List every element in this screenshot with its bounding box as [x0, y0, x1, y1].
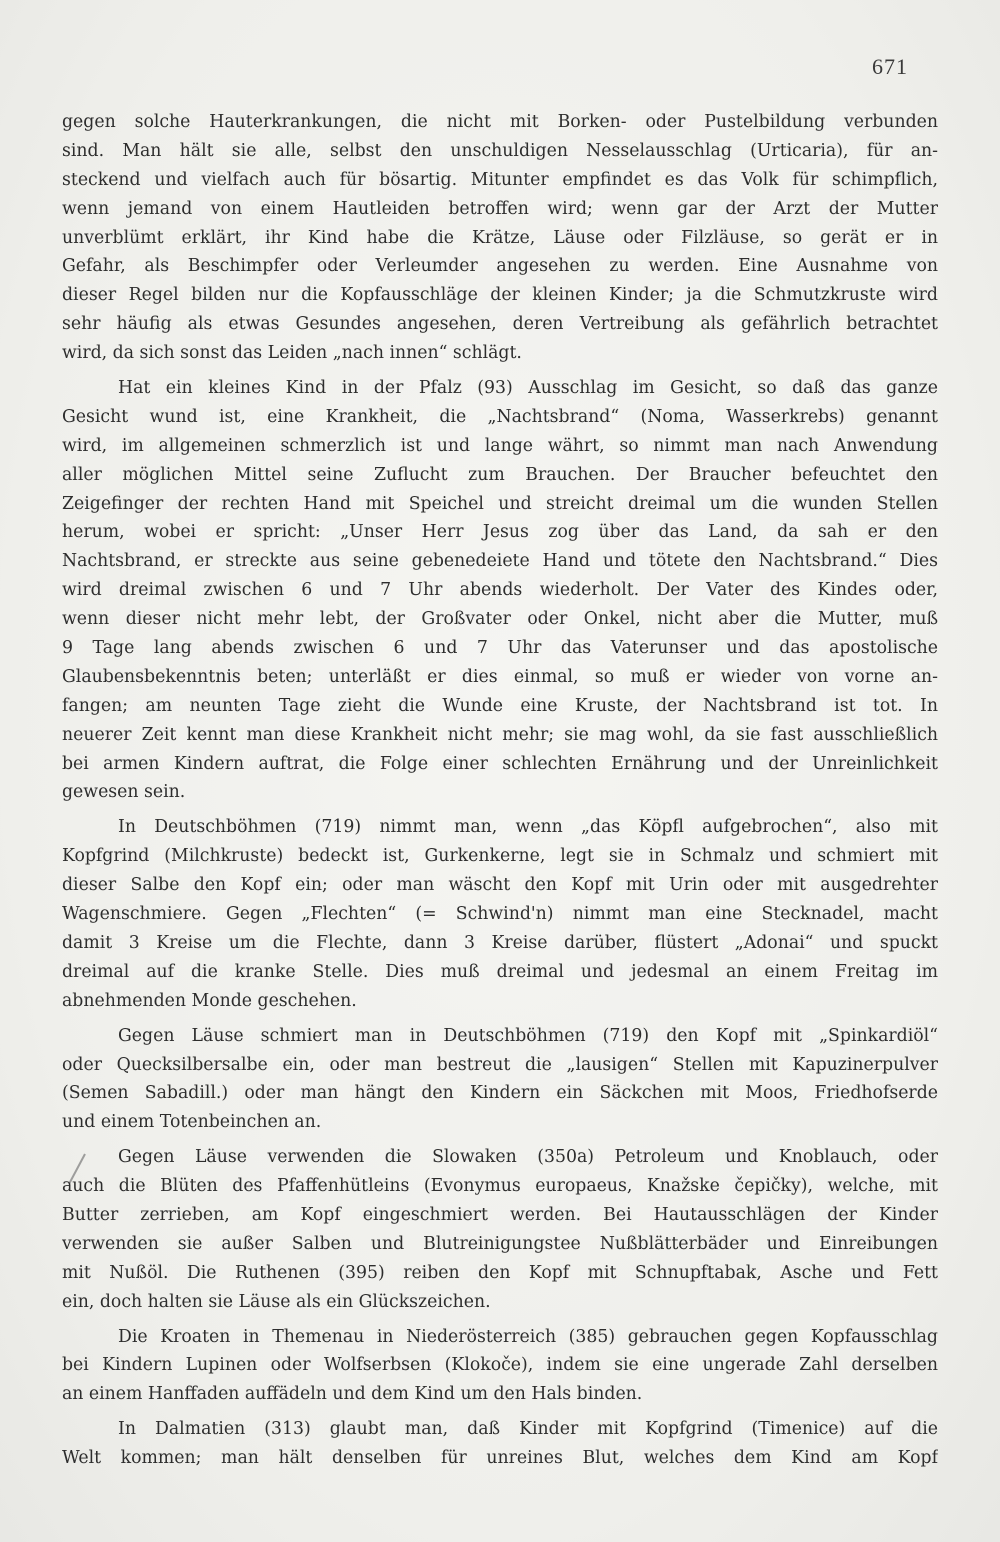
paragraph — [62, 1143, 938, 1316]
text-line: 9 Tage lang abends zwischen 6 und 7 Uhr das Vaterunser und das apostolische — [62, 638, 938, 659]
text-line: In Dalmatien (313) glaubt man, daß Kinder mit Kopfgrind (Timenice) auf die — [118, 1419, 938, 1440]
text-line: (Semen Sabadill.) oder man hängt den Kindern ein Säckchen mit Moos, Friedhofserde — [62, 1083, 938, 1104]
text-line: herum, wobei er spricht: „Unser Herr Jesus zog über das Land, da sah er den — [62, 522, 938, 543]
text-line: an einem Hanffaden auffädeln und dem Kind um den Hals binden. — [62, 1384, 643, 1405]
text-line: fangen; am neunten Tage zieht die Wunde eine Kruste, der Nachtsbrand ist tot. In — [62, 695, 938, 716]
text-line: Gegen Läuse verwenden die Slowaken (350a) Petroleum und Knoblauch, oder — [118, 1147, 938, 1168]
text-line: wird, im allgemeinen schmerzlich ist und lange währt, so nimmt man nach Anwendung — [62, 435, 938, 456]
text-line: bei Kindern Lupinen oder Wolfserbsen (Klokoče), indem sie eine ungerade Zahl derselben — [62, 1355, 938, 1376]
text-line: Gegen Läuse schmiert man in Deutschböhmen (719) den Kopf mit „Spinkardiöl“ — [118, 1025, 938, 1046]
text-line: unverblümt erklärt, ihr Kind habe die Krätze, Läuse oder Filzläuse, so gerät er in — [62, 227, 938, 248]
text-line: Die Kroaten in Themenau in Niederösterreich (385) gebrauchen gegen Kopfausschlag — [118, 1326, 938, 1347]
text-line: aller möglichen Mittel seine Zuflucht zum Brauchen. Der Braucher befeuchtet den — [62, 464, 938, 485]
text-line: wenn dieser nicht mehr lebt, der Großvater oder Onkel, nicht aber die Mutter, muß — [62, 609, 938, 630]
text-line: neuerer Zeit kennt man diese Krankheit nicht mehr; sie mag wohl, da sie fast ausschließlich — [62, 724, 938, 745]
text-line: Gefahr, als Beschimpfer oder Verleumder angesehen zu werden. Eine Ausnahme von — [62, 256, 938, 277]
text-line: verwenden sie außer Salben und Blutreinigungstee Nußblätterbäder und Einreibungen — [62, 1233, 938, 1254]
text-line: gewesen sein. — [62, 782, 186, 803]
text-line: Glaubensbekenntnis beten; unterläßt er dies einmal, so muß er wieder von vorne an- — [62, 666, 938, 687]
text-line: Nachtsbrand, er streckte aus seine gebenedeiete Hand und tötete den Nachtsbrand.“ Dies — [62, 551, 938, 572]
paragraph — [62, 374, 938, 807]
text-line: dieser Regel bilden nur die Kopfausschläge der kleinen Kinder; ja die Schmutzkruste wird — [62, 285, 938, 306]
text-line: und einem Totenbeinchen an. — [62, 1112, 322, 1133]
text-line: Wagenschmiere. Gegen „Flechten“ (= Schwind'n) nimmt man eine Stecknadel, macht — [62, 904, 938, 925]
text-line: sind. Man hält sie alle, selbst den unschuldigen Nesselausschlag (Urticaria), für an- — [62, 140, 938, 161]
text-line: Welt kommen; man hält denselben für unreines Blut, welches dem Kind am Kopf — [62, 1448, 938, 1469]
paragraph — [62, 1323, 938, 1410]
paragraph — [62, 813, 938, 1015]
text-line: sehr häufig als etwas Gesundes angesehen, deren Vertreibung als gefährlich betrachtet — [62, 314, 938, 335]
text-line: abnehmenden Monde geschehen. — [62, 990, 357, 1011]
paragraph — [62, 108, 938, 368]
text-line: Kopfgrind (Milchkruste) bedeckt ist, Gurkenkerne, legt sie in Schmalz und schmiert mit — [62, 846, 938, 867]
text-line: Butter zerrieben, am Kopf eingeschmiert werden. Bei Hautausschlägen der Kinder — [62, 1204, 938, 1225]
paragraph — [62, 1022, 938, 1138]
text-line: oder Quecksilbersalbe ein, oder man bestreut die „lausigen“ Stellen mit Kapuzinerpulver — [62, 1054, 938, 1075]
text-line: Gesicht wund ist, eine Krankheit, die „Nachtsbrand“ (Noma, Wasserkrebs) genannt — [62, 406, 938, 427]
text-line: Hat ein kleines Kind in der Pfalz (93) Ausschlag im Gesicht, so daß das ganze — [118, 378, 938, 399]
text-line: In Deutschböhmen (719) nimmt man, wenn „das Köpfl aufgebrochen“, also mit — [118, 817, 938, 838]
text-line: Zeigefinger der rechten Hand mit Speichel und streicht dreimal um die wunden Stellen — [62, 493, 938, 514]
text-line: ein, doch halten sie Läuse als ein Glückszeichen. — [62, 1291, 491, 1312]
text-line: wird, da sich sonst das Leiden „nach innen“ schlägt. — [62, 343, 522, 364]
text-line: gegen solche Hauterkrankungen, die nicht mit Borken- oder Pustelbildung verbunden — [62, 112, 938, 132]
text-line: mit Nußöl. Die Ruthenen (395) reiben den Kopf mit Schnupftabak, Asche und Fett — [62, 1262, 938, 1283]
text-line: dieser Salbe den Kopf ein; oder man wäscht den Kopf mit Urin oder mit ausgedrehter — [62, 875, 938, 896]
page-number: 671 — [872, 54, 908, 79]
text-line: steckend und vielfach auch für bösartig. Mitunter empfindet es das Volk für schimpflich, — [62, 169, 938, 190]
text-line: damit 3 Kreise um die Flechte, dann 3 Kreise darüber, flüstert „Adonai“ und spuckt — [62, 932, 938, 953]
body-text — [62, 108, 938, 1473]
text-line: wird dreimal zwischen 6 und 7 Uhr abends wiederholt. Der Vater des Kindes oder, — [62, 580, 938, 601]
text-line: dreimal auf die kranke Stelle. Dies muß dreimal und jedesmal an einem Freitag im — [62, 961, 938, 982]
text-line: bei armen Kindern auftrat, die Folge einer schlechten Ernährung und der Unreinlichkeit — [62, 753, 938, 774]
text-line: auch die Blüten des Pfaffenhütleins (Evonymus europaeus, Knažske čepičky), welche, mit — [62, 1176, 938, 1197]
paragraph — [62, 1415, 938, 1473]
text-line: wenn jemand von einem Hautleiden betroffen wird; wenn gar der Arzt der Mutter — [62, 198, 938, 219]
